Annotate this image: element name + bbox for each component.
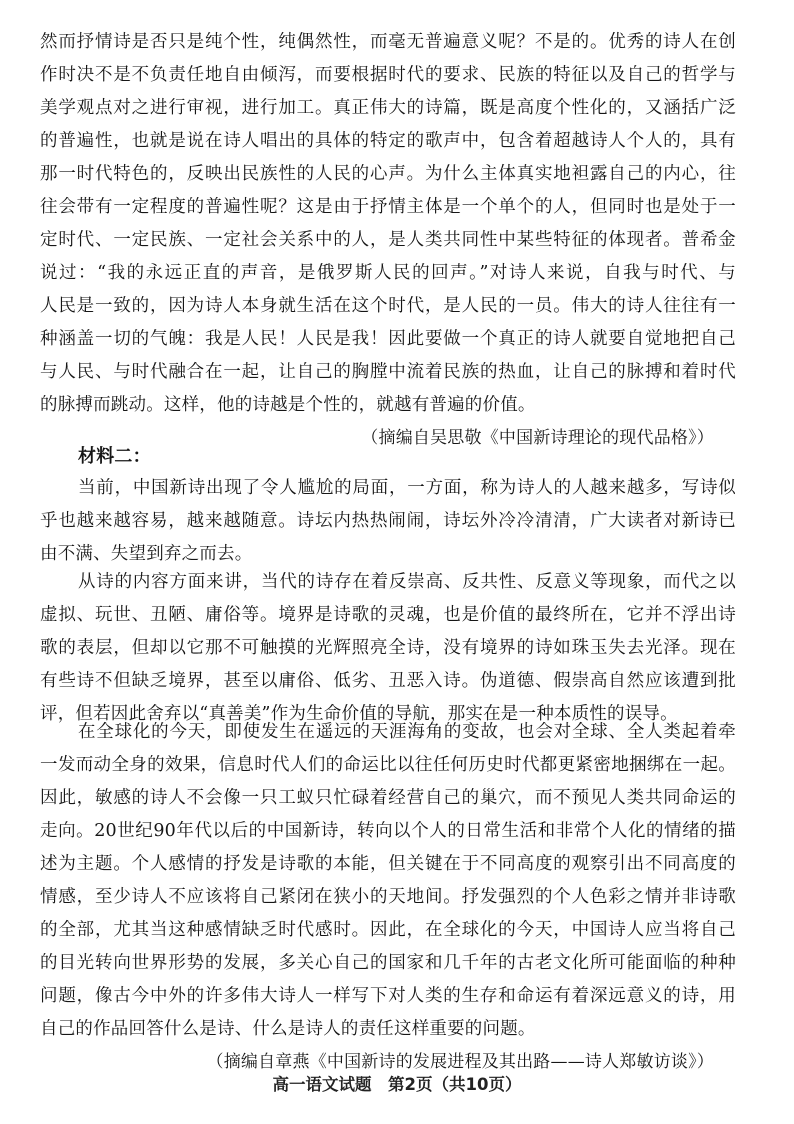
text-line: 的脉搏而跳动。这样，他的诗越是个性的，就越有普遍的价值。: [40, 395, 536, 415]
source-citation: （摘编自章燕《中国新诗的发展进程及其出路——诗人郑敏访谈》）: [206, 1052, 714, 1072]
text-line: 美学观点对之进行审视，进行加工。真正伟大的诗篇，既是高度个性化的，又涵括广泛: [40, 98, 736, 118]
text-line: 一发而动全身的效果，信息时代人们的命运比以往任何历史时代都更紧密地捆绑在一起。: [40, 755, 736, 775]
text-line: 往会带有一定程度的普遍性呢？这是由于抒情主体是一个单个的人，但同时也是处于一: [40, 197, 736, 217]
text-line: 定时代、一定民族、一定社会关系中的人，是人类共同性中某些特征的体现者。普希金: [40, 230, 736, 250]
page-footer: 高一语文试题 第2页（共10页）: [272, 1075, 522, 1094]
material-one-section: [40, 26, 736, 455]
section-heading: 材料二：: [78, 446, 151, 467]
text-line: 那一时代特色的，反映出民族性的人民的心声。为什么主体真实地袒露自己的内心，往: [40, 164, 736, 184]
text-line: 从诗的内容方面来讲，当代的诗存在着反崇高、反共性、反意义等现象，而代之以: [78, 572, 736, 592]
source-citation: （摘编自吴思敬《中国新诗理论的现代品格》）: [361, 428, 714, 448]
text-line: 问题，像古今中外的许多伟大诗人一样写下对人类的生存和命运有着深远意义的诗，用: [40, 986, 736, 1006]
text-line: 由不满、失望到弃之而去。: [40, 544, 253, 564]
text-line: 的普遍性，也就是说在诗人唱出的具体的特定的歌声中，包含着超越诗人个人的，具有: [40, 131, 736, 151]
text-line: 与人民、与时代融合在一起，让自己的胸膛中流着民族的热血，让自己的脉搏和着时代: [40, 362, 736, 382]
text-line: 然而抒情诗是否只是纯个性，纯偶然性，而毫无普遍意义呢？不是的。优秀的诗人在创: [40, 32, 736, 52]
text-line: 因此，敏感的诗人不会像一只工蚁只忙碌着经营自己的巢穴，而不预见人类共同命运的: [40, 788, 736, 808]
text-line: 评，但若因此舍弃以“真善美”作为生命价值的导航，那实在是一种本质性的误导。: [40, 704, 678, 724]
text-line: 情感，至少诗人不应该将自己紧闭在狭小的天地间。抒发强烈的个人色彩之情并非诗歌: [40, 887, 736, 907]
text-line: 自己的作品回答什么是诗、什么是诗人的责任这样重要的问题。: [40, 1019, 536, 1039]
text-line: 的目光转向世界形势的发展，多关心自己的国家和几千年的古老文化所可能面临的种种: [40, 953, 736, 973]
material-two-heading-block: [40, 440, 736, 473]
text-line: 当前，中国新诗出现了令人尴尬的局面，一方面，称为诗人的人越来越多，写诗似: [78, 478, 736, 498]
text-line: 歌的表层，但却以它那不可触摸的光辉照亮全诗，没有境界的诗如珠玉失去光泽。现在: [40, 638, 736, 658]
text-line: 作时决不是不负责任地自由倾泻，而要根据时代的要求、民族的特征以及自己的哲学与: [40, 65, 736, 85]
text-line: 述为主题。个人感情的抒发是诗歌的本能，但关键在于不同高度的观察引出不同高度的: [40, 854, 736, 874]
text-line: 走向。20世纪90年代以后的中国新诗，转向以个人的日常生活和非常个人化的情绪的描: [40, 821, 736, 841]
paragraph: [40, 566, 736, 731]
text-line: 说过：“我的永远正直的声音，是俄罗斯人民的回声。”对诗人来说，自我与时代、与: [40, 263, 736, 283]
text-line: 种涵盖一切的气魄：我是人民！人民是我！因此要做一个真正的诗人就要自觉地把自己: [40, 329, 736, 349]
text-line: 在全球化的今天，即使发生在遥远的天涯海角的变故，也会对全球、全人类起着牵: [78, 722, 736, 742]
text-line: 人民是一致的，因为诗人本身就生活在这个时代，是人民的一员。伟大的诗人往往有一: [40, 296, 736, 316]
text-line: 虚拟、玩世、丑陋、庸俗等。境界是诗歌的灵魂，也是价值的最终所在，它并不浮出诗: [40, 605, 736, 625]
text-line: 的全部，尤其当这种感情缺乏时代感时。因此，在全球化的今天，中国诗人应当将自己: [40, 920, 736, 940]
text-line: 有些诗不但缺乏境界，甚至以庸俗、低劣、丑恶入诗。伪道德、假崇高自然应该遭到批: [40, 671, 736, 691]
text-line: 乎也越来越容易，越来越随意。诗坛内热热闹闹，诗坛外冷冷清清，广大读者对新诗已: [40, 511, 736, 531]
paragraph: [40, 472, 736, 571]
paragraph: [40, 716, 736, 1079]
